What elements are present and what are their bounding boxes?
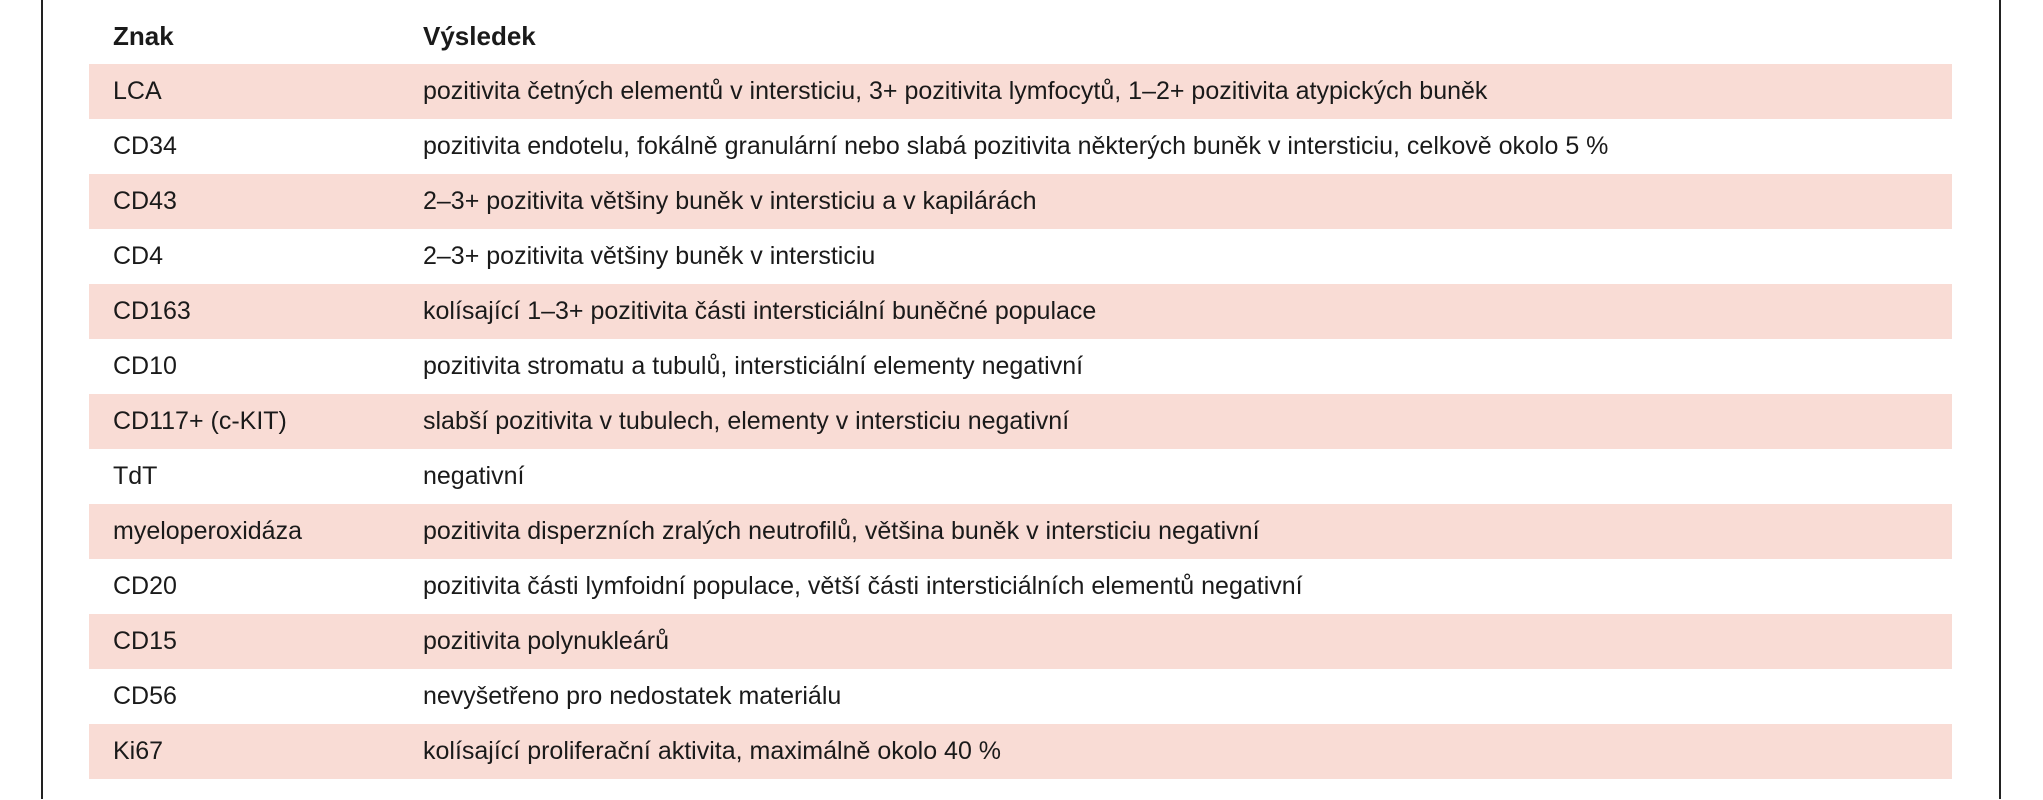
marker-cell: myeloperoxidáza — [113, 517, 302, 545]
table-row — [89, 669, 1952, 724]
result-cell: pozitivita endotelu, fokálně granulární nebo slabá pozitivita některých buněk v intersticiu, celkově okolo 5 % — [423, 132, 1609, 160]
table-row — [89, 119, 1952, 174]
result-cell: kolísající proliferační aktivita, maximálně okolo 40 % — [423, 737, 1002, 765]
table-row — [89, 614, 1952, 669]
marker-cell: CD15 — [113, 627, 177, 655]
result-cell: pozitivita stromatu a tubulů, intersticiální elementy negativní — [423, 352, 1084, 380]
table-row — [89, 504, 1952, 559]
result-cell: negativní — [423, 462, 525, 490]
marker-cell: CD4 — [113, 242, 164, 270]
marker-cell: TdT — [113, 462, 158, 490]
table-row — [89, 394, 1952, 449]
result-cell: slabší pozitivita v tubulech, elementy v intersticiu negativní — [423, 407, 1070, 435]
header-row — [89, 0, 1952, 64]
marker-cell: Ki67 — [113, 737, 164, 765]
table-row — [89, 559, 1952, 614]
table-row — [89, 174, 1952, 229]
result-cell: nevyšetřeno pro nedostatek materiálu — [423, 682, 842, 710]
marker-cell: CD163 — [113, 297, 191, 325]
result-cell: pozitivita četných elementů v intersticiu, 3+ pozitivita lymfocytů, 1–2+ pozitivita atypických buněk — [423, 77, 1488, 105]
marker-cell: CD20 — [113, 572, 177, 600]
table-body — [89, 64, 1952, 779]
result-cell: 2–3+ pozitivita většiny buněk v intersticiu a v kapilárách — [423, 187, 1037, 215]
table-frame — [41, 0, 2001, 799]
marker-cell: CD43 — [113, 187, 177, 215]
header-vysledek: Výsledek — [423, 21, 536, 51]
table-row — [89, 724, 1952, 779]
table-row — [89, 339, 1952, 394]
table-row — [89, 449, 1952, 504]
result-cell: kolísající 1–3+ pozitivita části intersticiální buněčné populace — [423, 297, 1097, 325]
table-row — [89, 64, 1952, 119]
result-cell: pozitivita části lymfoidní populace, větší části intersticiálních elementů negativní — [423, 572, 1303, 600]
header-znak: Znak — [113, 21, 174, 51]
result-cell: pozitivita polynukleárů — [423, 627, 669, 655]
result-cell: 2–3+ pozitivita většiny buněk v intersticiu — [423, 242, 876, 270]
marker-cell: CD117+ (c-KIT) — [113, 407, 287, 435]
results-table — [89, 0, 1952, 779]
table-header — [89, 0, 1952, 64]
marker-cell: CD56 — [113, 682, 177, 710]
marker-cell: CD34 — [113, 132, 177, 160]
result-cell: pozitivita disperzních zralých neutrofilů, většina buněk v intersticiu negativní — [423, 517, 1260, 545]
marker-cell: CD10 — [113, 352, 177, 380]
table-row — [89, 284, 1952, 339]
marker-cell: LCA — [113, 77, 162, 105]
table-row — [89, 229, 1952, 284]
